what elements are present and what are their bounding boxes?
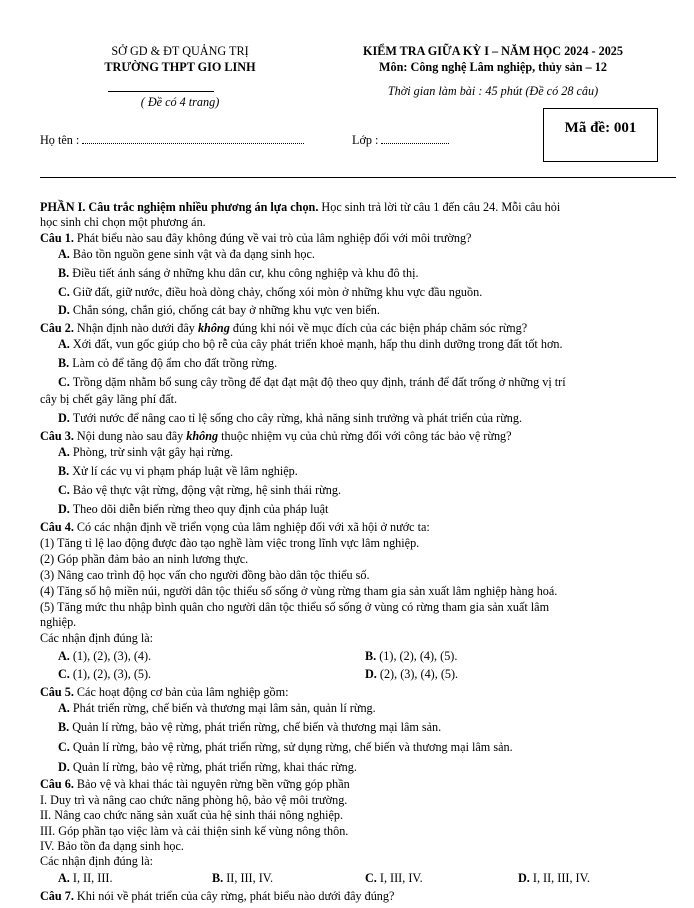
class-label: Lớp : — [352, 133, 379, 147]
q2-option-d[interactable]: D. Tưới nước để nâng cao tỉ lệ sống cho cây rừng, khả năng sinh trưởng và phát triển của rừng. — [58, 411, 523, 425]
exam-title: KIỂM TRA GIỮA KỲ I – NĂM HỌC 2024 - 2025 — [362, 44, 623, 58]
question-body — [40, 0, 655, 908]
school-name: TRƯỜNG THPT GIO LINH — [104, 60, 256, 74]
exam-code-box: Mã đề: 001 — [543, 108, 658, 162]
q3-option-c[interactable]: C. Bảo vệ thực vật rừng, động vật rừng, hệ sinh thái rừng. — [58, 483, 341, 497]
part1-title: PHẦN I. Câu trắc nghiệm nhiều phương án lựa chọn. — [40, 200, 319, 214]
q4-statement-3: (3) Nâng cao trình độ học vấn cho người đồng bào dân tộc thiểu số. — [40, 568, 370, 582]
q4-statement-2: (2) Góp phần đảm bảo an ninh lương thực. — [40, 552, 249, 566]
q3-option-d[interactable]: D. Theo dõi diễn biến rừng theo quy định của pháp luật — [58, 502, 329, 516]
q4-statement-1: (1) Tăng tỉ lệ lao động được đào tạo nghề làm việc trong lĩnh vực lâm nghiệp. — [40, 536, 420, 550]
question-3: Câu 3. Nội dung nào sau đây không thuộc nhiệm vụ của chủ rừng đối với công tác bảo vệ rừng? — [40, 429, 512, 443]
q2-option-a[interactable]: A. Xới đất, vun gốc giúp cho bộ rễ của cây phát triển khoẻ mạnh, hấp thu dinh dưỡng trong đất tốt hơn. — [58, 337, 563, 351]
part1-intro: Học sinh trả lời từ câu 1 đến câu 24. Mỗi câu hỏi — [318, 200, 561, 214]
exam-subject: Môn: Công nghệ Lâm nghiệp, thủy sản – 12 — [379, 60, 607, 74]
q6-statement-2: II. Nâng cao chức năng sản xuất của hệ sinh thái nông nghiệp. — [40, 808, 344, 822]
q2-option-b[interactable]: B. Làm cỏ để tăng độ ẩm cho đất trồng rừng. — [58, 356, 278, 370]
question-text: Phát biểu nào sau đây không đúng về vai trò của lâm nghiệp đối với môi trường? — [73, 231, 472, 245]
q4-option-b[interactable]: B. (1), (2), (4), (5). — [365, 649, 458, 663]
question-2: Câu 2. Nhận định nào dưới đây không đúng khi nói về mục đích của các biện pháp chăm sóc rừng? — [40, 321, 528, 335]
q1-option-d[interactable]: D. Chắn sóng, chắn gió, chống cát bay ở những khu vực ven biển. — [58, 303, 380, 317]
q2-option-c[interactable]: C. Trồng dặm nhằm bổ sung cây trồng để đạt đạt mật độ theo quy định, tránh để đất trống ở những vị trí — [58, 375, 566, 389]
q4-statement-5: (5) Tăng mức thu nhập bình quân cho người dân tộc thiểu số sống ở vùng có rừng tham gia sản xuất lâm — [40, 600, 550, 614]
q5-option-c[interactable]: C. Quản lí rừng, bảo vệ rừng, phát triển rừng, sử dụng rừng, chế biến và thương mại lâm sản. — [58, 740, 513, 754]
q6-option-c[interactable]: C. I, III, IV. — [365, 871, 423, 885]
q2-option-c-cont: cây bị chết gây lãng phí đất. — [40, 392, 178, 406]
q6-statement-3: III. Góp phần tạo việc làm và cải thiện sinh kế vùng nông thôn. — [40, 824, 349, 838]
q1-option-c[interactable]: C. Giữ đất, giữ nước, điều hoà dòng chảy, chống xói mòn ở những khu vực đầu nguồn. — [58, 285, 483, 299]
q4-statement-5-cont: nghiệp. — [40, 615, 77, 629]
question-4: Câu 4. Có các nhận định về triển vọng của lâm nghiệp đối với xã hội ở nước ta: — [40, 520, 430, 534]
q4-option-a[interactable]: A. (1), (2), (3), (4). — [58, 649, 152, 663]
q4-prompt: Các nhận định đúng là: — [40, 631, 154, 645]
q4-option-d[interactable]: D. (2), (3), (4), (5). — [365, 667, 459, 681]
question-number: Câu 1. — [40, 231, 74, 245]
question-5: Câu 5. Các hoạt động cơ bản của lâm nghiệp gồm: — [40, 685, 289, 699]
q6-prompt: Các nhận định đúng là: — [40, 854, 154, 868]
page-count: ( Đề có 4 trang) — [140, 95, 220, 109]
q6-statement-1: I. Duy trì và nâng cao chức năng phòng hộ, bảo vệ môi trường. — [40, 793, 348, 807]
name-label: Họ tên : — [40, 133, 80, 147]
q6-option-b[interactable]: B. II, III, IV. — [212, 871, 274, 885]
q1-option-a[interactable]: A. Bảo tồn nguồn gene sinh vật và đa dạng sinh học. — [58, 247, 315, 261]
q6-option-a[interactable]: A. I, II, III. — [58, 871, 113, 885]
q5-option-b[interactable]: B. Quản lí rừng, bảo vệ rừng, phát triển rừng, chế biến và thương mại lâm sản. — [58, 720, 442, 734]
q3-option-b[interactable]: B. Xử lí các vụ vi phạm pháp luật về lâm nghiệp. — [58, 464, 298, 478]
part1-intro-line2: học sinh chỉ chọn một phương án. — [40, 215, 206, 229]
exam-time: Thời gian làm bài : 45 phút (Đề có 28 câu) — [387, 84, 599, 98]
q6-option-d[interactable]: D. I, II, III, IV. — [518, 871, 590, 885]
q4-statement-4: (4) Tăng số hộ miền núi, người dân tộc thiểu số sống ở vùng rừng tham gia sản xuất lâm nghiệp hàng hoá. — [40, 584, 558, 598]
q5-option-d[interactable]: D. Quản lí rừng, bảo vệ rừng, phát triển rừng, khai thác rừng. — [58, 760, 357, 774]
department-name: SỞ GD & ĐT QUẢNG TRỊ — [111, 44, 249, 58]
part1-heading — [40, 200, 560, 215]
q1-option-b[interactable]: B. Điều tiết ánh sáng ở những khu dân cư, khu công nghiệp và khu đô thị. — [58, 266, 419, 280]
question-1 — [40, 231, 471, 246]
q3-option-a[interactable]: A. Phòng, trừ sinh vật gây hại rừng. — [58, 445, 234, 459]
question-7: Câu 7. Khi nói về phát triển của cây rừng, phát biểu nào dưới đây đúng? — [40, 889, 395, 903]
q4-option-c[interactable]: C. (1), (2), (3), (5). — [58, 667, 152, 681]
q5-option-a[interactable]: A. Phát triển rừng, chế biến và thương mại lâm sản, quản lí rừng. — [58, 701, 376, 715]
q6-statement-4: IV. Bảo tồn đa dạng sinh học. — [40, 839, 184, 853]
question-6: Câu 6. Bảo vệ và khai thác tài nguyên rừng bền vững góp phần — [40, 777, 350, 791]
